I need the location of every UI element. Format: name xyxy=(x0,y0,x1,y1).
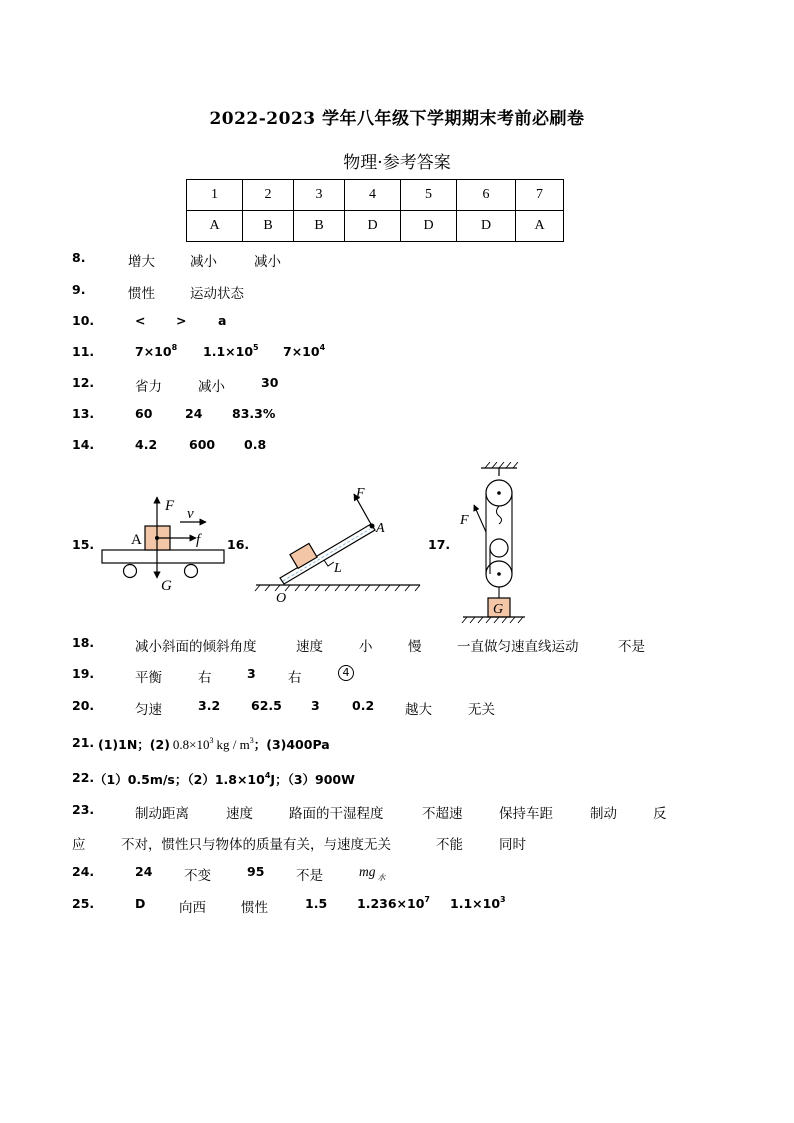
ground-hatching xyxy=(462,617,523,623)
label-F: F xyxy=(165,498,175,514)
label-A: A xyxy=(131,532,142,548)
answer: 小 xyxy=(359,639,373,655)
answer: 向西 xyxy=(179,900,206,916)
answer-table-number-row xyxy=(187,180,564,211)
expression: mg xyxy=(359,864,376,879)
answer: 反 xyxy=(653,806,667,822)
label-v: v xyxy=(187,506,194,522)
answer xyxy=(357,896,430,911)
answer: 83.3% xyxy=(232,406,276,421)
figure-15-cart-diagram xyxy=(98,490,228,595)
density-base: 0.8×10 xyxy=(172,737,210,752)
table-cell: A xyxy=(516,211,564,242)
answer: 1.5 xyxy=(305,896,328,911)
circled-answer: 4 xyxy=(338,665,354,681)
exponent: 5 xyxy=(253,343,259,352)
question-number: 24. xyxy=(72,864,95,879)
table-cell: B xyxy=(243,211,294,242)
table-cell: 2 xyxy=(243,180,294,211)
answer: 减小 xyxy=(190,254,217,270)
question-number: 11. xyxy=(72,344,95,359)
answer: 同时 xyxy=(499,837,526,853)
density-unit: kg / m xyxy=(216,737,250,752)
question-number: 21. xyxy=(72,735,95,750)
answer: 95 xyxy=(247,864,265,879)
answer: 右 xyxy=(288,670,302,686)
answer: 0.2 xyxy=(352,698,375,713)
ceiling-hatching xyxy=(485,462,518,468)
question-number: 19. xyxy=(72,666,95,681)
answer: 减小斜面的倾斜角度 xyxy=(135,639,257,655)
answer: 不是 xyxy=(618,639,645,655)
exponent: 4 xyxy=(264,771,271,780)
question-number: 9. xyxy=(72,282,86,297)
answer: 一直做匀速直线运动 xyxy=(457,639,579,655)
answer: 不是 xyxy=(296,868,323,884)
exponent: 7 xyxy=(424,895,430,904)
answer: 应 xyxy=(72,837,86,853)
answer: 无关 xyxy=(468,702,495,718)
table-cell: A xyxy=(187,211,243,242)
question-number: 10. xyxy=(72,313,95,328)
answer-base: 1.1×10 xyxy=(203,344,254,359)
question-number: 22. xyxy=(72,770,95,785)
table-cell: D xyxy=(345,211,401,242)
answer: 不超速 xyxy=(422,806,463,822)
cart-wheel xyxy=(185,565,198,578)
page-title: 2022-2023 学年八年级下学期期末考前必刷卷 xyxy=(209,109,585,129)
label-F: F xyxy=(356,486,365,501)
question-number: 14. xyxy=(72,437,95,452)
answer: 惯性 xyxy=(128,286,155,302)
answer xyxy=(450,896,506,911)
hook xyxy=(497,506,502,524)
answer xyxy=(203,344,259,359)
cart-wheel xyxy=(124,565,137,578)
question-number: 12. xyxy=(72,375,95,390)
figure-16-lever-diagram xyxy=(250,482,425,607)
answer: > xyxy=(176,313,187,328)
answer-part: J；（3）900W xyxy=(270,772,355,787)
exponent: 3 xyxy=(209,736,214,745)
density-value xyxy=(173,737,254,752)
exponent: 4 xyxy=(319,343,326,352)
force-F-arrow xyxy=(474,505,486,532)
answer xyxy=(94,770,355,788)
question-number: 13. xyxy=(72,406,95,421)
question-number: 8. xyxy=(72,250,86,265)
answer: 右 xyxy=(198,670,212,686)
answer: 3 xyxy=(247,666,256,681)
answer-part: (1)1N；(2) xyxy=(98,737,170,752)
label-f: f xyxy=(196,532,201,548)
table-cell: 4 xyxy=(345,180,401,211)
answer: 制动 xyxy=(590,806,617,822)
label-G: G xyxy=(493,602,504,617)
answer: 减小 xyxy=(198,379,225,395)
page-subtitle: 物理·参考答案 xyxy=(343,153,451,173)
answer-table xyxy=(186,179,564,242)
answer: 减小 xyxy=(254,254,281,270)
answer-base: 1.236×10 xyxy=(357,896,425,911)
right-angle-mark xyxy=(324,560,334,566)
answer: 24 xyxy=(135,864,153,879)
label-O: O xyxy=(276,591,287,606)
question-number: 23. xyxy=(72,802,95,817)
answer: 路面的干湿程度 xyxy=(289,806,384,822)
answer: 不能 xyxy=(436,837,463,853)
answer: 3.2 xyxy=(198,698,221,713)
question-number: 15. xyxy=(72,537,95,552)
label-G: G xyxy=(161,578,172,594)
answer: 惯性 xyxy=(241,900,268,916)
answer xyxy=(359,864,386,883)
answer: 速度 xyxy=(226,806,253,822)
answer: 3 xyxy=(311,698,320,713)
answer xyxy=(98,735,330,753)
question-number: 20. xyxy=(72,698,95,713)
answer-part: ；(3)400Pa xyxy=(253,737,330,752)
label-L: L xyxy=(334,561,342,576)
answer: 62.5 xyxy=(251,698,282,713)
answer: 4.2 xyxy=(135,437,158,452)
answer xyxy=(283,344,325,359)
question-number: 16. xyxy=(227,537,250,552)
table-cell: 3 xyxy=(294,180,345,211)
answer-base: 7×10 xyxy=(283,344,320,359)
cart-body xyxy=(102,550,224,563)
exponent: 3 xyxy=(249,736,254,745)
answer: 平衡 xyxy=(135,670,162,686)
answer: 越大 xyxy=(405,702,432,718)
answer: 省力 xyxy=(135,379,162,395)
table-cell: B xyxy=(294,211,345,242)
answer-base: 7×10 xyxy=(135,344,172,359)
table-cell: 6 xyxy=(457,180,516,211)
answer: 60 xyxy=(135,406,153,421)
table-cell: 7 xyxy=(516,180,564,211)
middle-pulley xyxy=(490,539,508,557)
table-cell: D xyxy=(401,211,457,242)
answer xyxy=(135,344,177,359)
answer: 慢 xyxy=(408,639,422,655)
exponent: 8 xyxy=(171,343,178,352)
table-cell: 1 xyxy=(187,180,243,211)
figure-17-pulley-diagram xyxy=(455,462,525,628)
table-cell: 5 xyxy=(401,180,457,211)
label-A: A xyxy=(376,521,385,536)
answer: 不变 xyxy=(184,868,211,884)
answer-base: 1.1×10 xyxy=(450,896,501,911)
answer: 600 xyxy=(189,437,216,452)
label-F: F xyxy=(460,513,469,528)
answer: 保持车距 xyxy=(499,806,553,822)
answer: < xyxy=(135,313,146,328)
question-number: 25. xyxy=(72,896,95,911)
answer: 速度 xyxy=(296,639,323,655)
answer-table-answer-row xyxy=(187,211,564,242)
answer-part: （1）0.5m/s；（2）1.8×10 xyxy=(94,772,265,787)
answer: a xyxy=(218,313,227,328)
answer: 增大 xyxy=(128,254,155,270)
answer: 运动状态 xyxy=(190,286,244,302)
subscript: 水 xyxy=(377,872,386,882)
question-number: 18. xyxy=(72,635,95,650)
answer: 匀速 xyxy=(135,702,162,718)
table-cell: D xyxy=(457,211,516,242)
question-number: 17. xyxy=(428,537,451,552)
answer: 24 xyxy=(185,406,203,421)
answer: 30 xyxy=(261,375,279,390)
answer: 0.8 xyxy=(244,437,267,452)
exponent: 3 xyxy=(500,895,506,904)
answer: 不对，惯性只与物体的质量有关，与速度无关 xyxy=(121,837,391,853)
answer: D xyxy=(135,896,146,911)
answer: 制动距离 xyxy=(135,806,189,822)
